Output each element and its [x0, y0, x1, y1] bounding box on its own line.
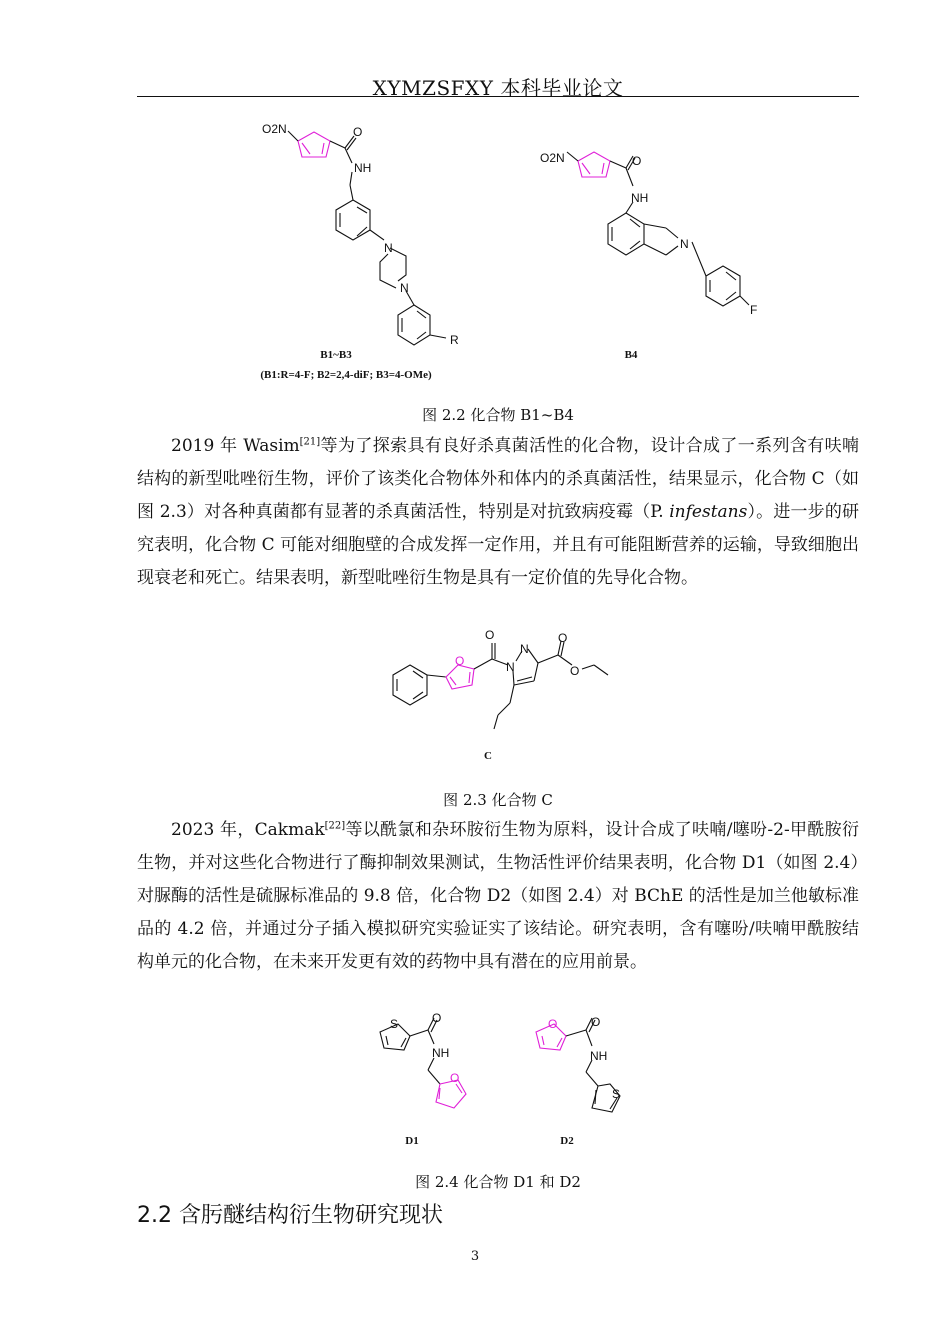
header-rule	[137, 96, 859, 97]
compound-label-d2: D2	[560, 1135, 574, 1147]
figure-2-4-caption: 图 2.4 化合物 D1 和 D2	[415, 1173, 581, 1191]
atom-label: S	[390, 1017, 399, 1031]
paragraph-compound-d: 2023 年，Cakmak[22]等以酰氯和杂环胺衍生物为原料，设计合成了呋喃/噻吩-2-甲酰胺衍生物，并对这些化合物进行了酶抑制效果测试，生物活性评价结果表明，化合物 D1（如图 2.4）对脲酶的活性是硫脲标准品的 9.8 倍，化合物 D2（如图 2.4）对 BChE 的活性是加兰他敏标准品的 4.2 倍，并通过分子插入模拟研究实验证实了该结论。研究表明，含有噻吩/呋喃甲酰胺结构单元的化合物，在未来开发更有效的药物中具有潜在的应用前景。	[137, 820, 860, 972]
figure-2-2-structures	[230, 110, 790, 385]
atom-label: R	[450, 333, 459, 347]
atom-label: O	[632, 154, 642, 168]
figure-2-3-structure	[380, 625, 620, 770]
atom-label: N	[506, 660, 515, 674]
atom-label: NH	[354, 161, 372, 175]
atom-label: S	[612, 1087, 621, 1101]
compound-label-b1-b3-detail: (B1:R=4-F; B2=2,4-diF; B3=4-OMe)	[260, 369, 432, 381]
atom-label: O	[570, 664, 580, 678]
atom-label: O2N	[262, 122, 287, 136]
section-heading: 2.2 含肟醚结构衍生物研究现状	[137, 1203, 443, 1228]
figure-2-4-structures	[370, 1010, 640, 1150]
citation-22: [22]	[324, 820, 346, 832]
atom-label: O	[485, 628, 495, 642]
atom-label: N	[384, 241, 393, 255]
atom-label: O	[432, 1011, 442, 1025]
atom-label: O	[548, 1017, 558, 1031]
atom-label: O	[455, 654, 465, 668]
atom-label: N	[680, 237, 689, 251]
atom-label: O	[450, 1071, 460, 1085]
atom-label: O2N	[540, 151, 565, 165]
compound-label-d1: D1	[405, 1135, 419, 1147]
compound-label-b1-b3: B1~B3	[320, 349, 352, 361]
atom-label: NH	[432, 1046, 450, 1060]
atom-label: F	[750, 303, 758, 317]
figure-2-3-caption: 图 2.3 化合物 C	[443, 791, 553, 809]
atom-label: O	[591, 1015, 601, 1029]
page-number: 3	[470, 1249, 480, 1264]
atom-label: N	[520, 642, 529, 656]
atom-label: O	[558, 631, 568, 645]
compound-label-c: C	[484, 750, 492, 762]
atom-label: NH	[631, 191, 649, 205]
paragraph-compound-c: 2019 年 Wasim[21]等为了探索具有良好杀真菌活性的化合物，设计合成了一系列含有呋喃结构的新型吡唑衍生物，评价了该类化合物体外和体内的杀真菌活性，结果显示，化合物 C（如图 2.3）对各种真菌都有显著的杀真菌活性，特别是对抗致病疫霉（P. infestans）。进一步的研究表明，化合物 C 可能对细胞壁的合成发挥一定作用，并且有可能阻断营养的运输，导致细胞出现衰老和死亡。结果表明，新型吡唑衍生物是具有一定价值的先导化合物。	[137, 436, 860, 588]
compound-label-b4: B4	[624, 349, 638, 361]
citation-21: [21]	[299, 436, 321, 448]
atom-label: N	[400, 281, 409, 295]
atom-label: O	[353, 125, 363, 139]
atom-label: NH	[590, 1049, 608, 1063]
figure-2-2-caption: 图 2.2 化合物 B1~B4	[422, 406, 574, 424]
running-header: XYMZSFXY 本科毕业论文	[372, 76, 624, 100]
